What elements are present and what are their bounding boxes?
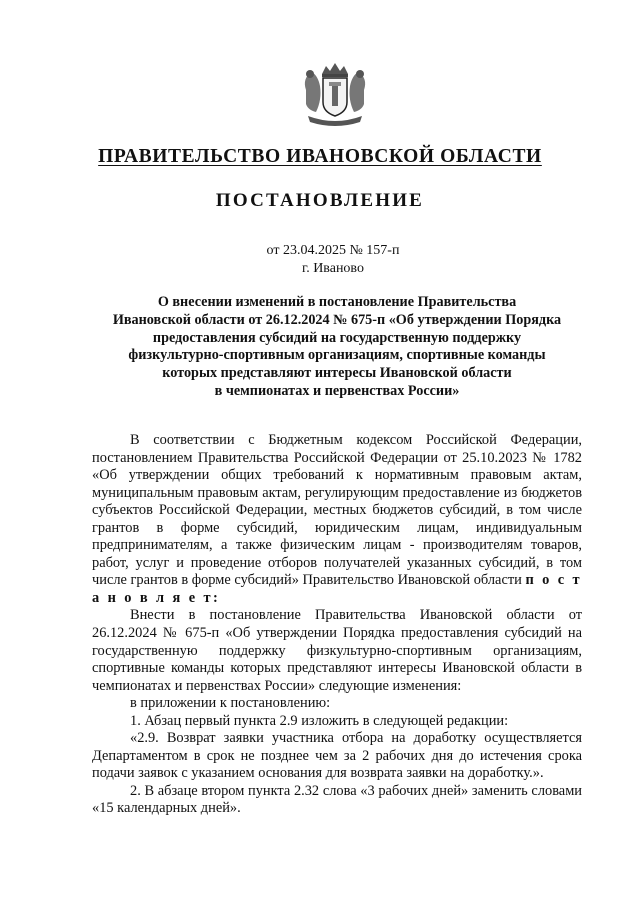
document-city: г. Иваново [302,261,364,276]
title-line: Ивановской области от 26.12.2024 № 675-п «Об утверждении Порядка [112,311,562,328]
decree-keyword: п о с т а н о в л я е т: [92,572,582,606]
body-paragraph: 2. В абзаце втором пункта 2.32 слова «3 рабочих дней» заменить словами «15 календарных дней». [92,782,582,817]
government-name: ПРАВИТЕЛЬСТВО ИВАНОВСКОЙ ОБЛАСТИ [98,146,542,167]
preamble-text: В соответствии с Бюджетным кодексом Российской Федерации, постановлением Правительства Российской Федерации от 25.10.2023 № 1782 «Об утверждении общих требований к нормативным правовым актам, муниципальным правовым актам, регулирующим предоставление из бюджетов субъектов Российской Федерации, местных бюджетов субсидий, в том числе грантов в форме субсидий, юридическим лицам, индивидуальным предпринимателям, а также физическим лицам - производителям товаров, работ, услуг и проведение отборов получателей указанных субсидий, в том числе грантов в форме субсидий» Правительство Ивановской области [92,432,582,589]
body-paragraph: Внести в постановление Правительства Ивановской области от 26.12.2024 № 675-п «Об утверждении Порядка предоставления субсидий на государственную поддержку физкультурно-спортивным организациям, спортивные команды которых представляют интересы Ивановской области в чемпионатах и первенствах России» следующие изменения: [92,607,582,694]
document-date-block [0,242,640,278]
body-paragraph: 1. Абзац первый пункта 2.9 изложить в следующей редакции: [130,712,509,729]
document-date-number: от 23.04.2025 № 157-п [266,243,400,258]
body-paragraph: в приложении к постановлению: [130,695,331,712]
document-body [92,432,582,818]
body-paragraph: «2.9. Возврат заявки участника отбора на доработку осуществляется Департаментом в срок не позднее чем за 2 рабочих дня до истечения срока подачи заявок с указанием основания для возврата заявки на доработку.». [92,730,582,782]
preamble-paragraph [92,432,582,607]
title-line: которых представляют интересы Ивановской области [162,365,512,382]
title-line: в чемпионатах и первенствах России» [214,382,460,399]
document-title [90,294,584,401]
title-line: предоставления субсидий на государственную поддержку [152,329,522,346]
title-line: О внесении изменений в постановление Правительства [157,294,517,310]
ivanovo-coat-of-arms-icon [298,60,372,130]
document-type: ПОСТАНОВЛЕНИЕ [215,190,425,211]
title-line: физкультурно-спортивным организациям, спортивные команды [128,347,546,364]
